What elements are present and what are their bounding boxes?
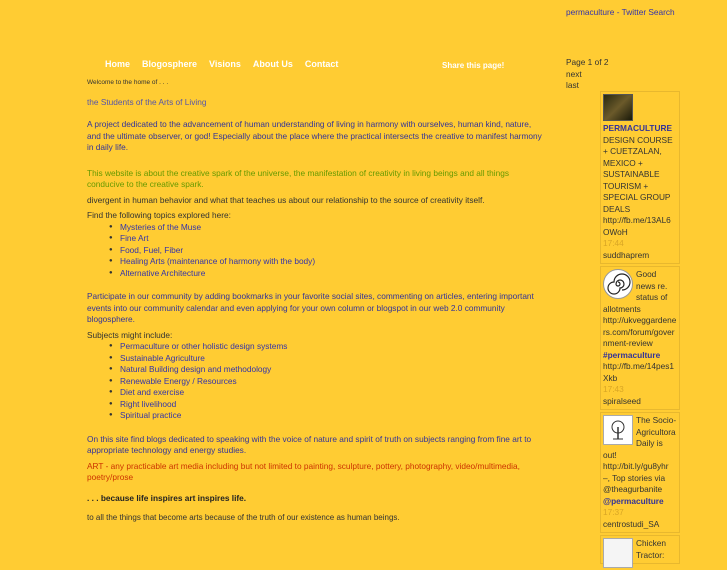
page-indicator: Page 1 of 2	[566, 57, 609, 67]
tweet-text: Chicken Tractor:	[636, 538, 666, 560]
subject-item[interactable]: ● Permaculture or other holistic design systems	[109, 341, 542, 353]
divergent-paragraph: divergent in human behavior and what that teaches us about our relationship to the source of creativity itself.	[87, 194, 485, 205]
tweet-list	[600, 91, 680, 570]
subject-item[interactable]: ● Renewable Energy / Resources	[109, 376, 542, 388]
subject-item[interactable]: ● Right livelihood	[109, 399, 542, 411]
welcome-text: Welcome to the home of . . .	[87, 79, 169, 86]
share-link[interactable]: Share this page!	[442, 61, 505, 70]
topic-item[interactable]: ● Fine Art	[109, 233, 542, 245]
tweet-user[interactable]: spiralseed	[603, 395, 641, 406]
main-content	[87, 77, 542, 524]
nav-about-us[interactable]: About Us	[252, 59, 293, 69]
subjects-intro: Subjects might include:	[87, 329, 173, 340]
avatar[interactable]	[603, 415, 633, 445]
avatar[interactable]	[603, 269, 633, 299]
tweet-text: http://fb.me/14pes1Xkb	[603, 361, 675, 383]
tree-icon	[606, 418, 630, 442]
tweet-text: DESIGN COURSE + CUETZALAN, MEXICO + SUSTAINABLE TOURISM + SPECIAL GROUP DEALS http://fb.me/13AL6OWoH	[603, 134, 673, 237]
intro-paragraph: A project dedicated to the advancement of human understanding of living in harmony with ourselves, human kind, nature, and the ultimate observer, or god! Especially about the place where the practical intersects the creative to manifest harmony in daily life.	[87, 119, 542, 152]
tweet-highlight[interactable]: #permaculture	[603, 349, 661, 360]
nav-home[interactable]: Home	[105, 59, 131, 69]
nav-visions[interactable]: Visions	[209, 59, 241, 69]
twitter-search-link[interactable]: permaculture - Twitter Search	[566, 7, 675, 17]
nav-blogosphere[interactable]: Blogosphere	[142, 59, 198, 69]
tweet-time[interactable]: 17:37	[603, 507, 624, 517]
site-subtitle: the Students of the Arts of Living	[87, 96, 207, 107]
subjects-list	[109, 341, 542, 422]
avatar[interactable]	[603, 538, 633, 568]
creative-spark-paragraph: This website is about the creative spark of the universe, the manifestation of creativity in living beings and all things conducive to the creative spark.	[87, 167, 509, 189]
tweet-item	[600, 266, 680, 410]
tweet-highlight[interactable]: @permaculture	[603, 495, 664, 506]
tweet-item	[600, 412, 680, 533]
tweet-highlight[interactable]: PERMACULTURE	[603, 123, 672, 133]
avatar[interactable]	[603, 94, 633, 121]
topic-item[interactable]: ● Food, Fuel, Fiber	[109, 245, 542, 257]
tweet-text: The Socio-Agricultora Daily is out! http://bit.ly/gu8yhr –, Top stories via @theagurbanite	[603, 415, 677, 494]
tweet-user[interactable]: suddhaprem	[603, 249, 650, 260]
tweet-item	[600, 535, 680, 564]
main-nav	[105, 59, 350, 69]
next-link[interactable]: next	[566, 68, 582, 79]
participate-paragraph: Participate in our community by adding bookmarks in your favorite social sites, commenting on articles, entering important events into our community calendar and even applying for your own column or blogspot in our web 2.0 community blogosphere.	[87, 291, 534, 324]
blogs-paragraph: On this site find blogs dedicated to speaking with the voice of nature and spirit of truth on subjects ranging from fine art to appropriate technology and energy studies.	[87, 433, 532, 455]
subject-item[interactable]: ● Sustainable Agriculture	[109, 353, 542, 365]
spiral-icon	[605, 271, 631, 297]
tweet-user[interactable]: centrostudi_SA	[603, 518, 660, 529]
subject-item[interactable]: ● Natural Building design and methodology	[109, 364, 542, 376]
subject-item[interactable]: ● Diet and exercise	[109, 387, 542, 399]
tagline: . . . because life inspires art inspires life.	[87, 492, 247, 503]
topics-intro: Find the following topics explored here:	[87, 210, 231, 220]
tweet-time[interactable]: 17:43	[603, 384, 624, 394]
subject-item[interactable]: ● Spiritual practice	[109, 410, 542, 422]
topic-item[interactable]: ● Alternative Architecture	[109, 268, 542, 280]
tweet-text: Good news re. status of allotments http://ukveggardeners.com/forum/government-review	[603, 269, 677, 348]
nav-contact[interactable]: Contact	[304, 59, 339, 69]
topic-item[interactable]: ● Healing Arts (maintenance of harmony with the body)	[109, 256, 542, 268]
closing-paragraph: to all the things that become arts because of the truth of our existence as human beings.	[87, 513, 400, 522]
tweet-item	[600, 91, 680, 264]
art-paragraph: ART - any practicable art media including but not limited to painting, sculpture, pottery, photography, video/multimedia, poetry/prose	[87, 460, 520, 482]
tweet-pager	[566, 57, 608, 92]
topics-list	[109, 222, 542, 280]
last-link[interactable]: last	[566, 80, 579, 90]
topic-item[interactable]: ● Mysteries of the Muse	[109, 222, 542, 234]
tweet-time[interactable]: 17:44	[603, 238, 624, 248]
